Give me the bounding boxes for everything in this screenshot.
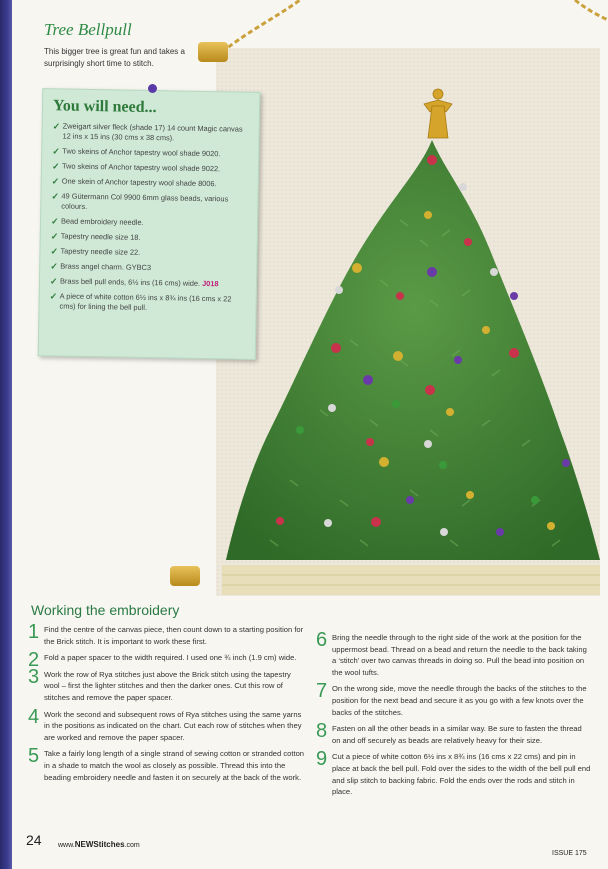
step-item: 5 Take a fairly long length of a single strand of sewing cotton or stranded cotton in a shade to match the wool as closely as possible. Thread this into the beading embroidery needle and fasten it on securely at the back of the work. (28, 745, 305, 782)
step-item: 4 Work the second and subsequent rows of Rya stitches using the same yarns in the positions as indicated on the chart. Cut each row of stitches when they are worked and remove the paper spacer. (28, 705, 302, 742)
checkmark-icon: ✓ (49, 276, 58, 287)
list-item: ✓ Tapestry needle size 22. (50, 246, 141, 257)
list-item: ✓ One skein of Anchor tapestry wool shade 8006. (51, 176, 217, 189)
checkmark-icon: ✓ (50, 261, 58, 272)
section-heading: Working the embroidery (31, 602, 180, 618)
list-item: ✓ Two skeins of Anchor tapestry wool shade 9022. (51, 161, 221, 174)
page-title: Tree Bellpull (44, 20, 132, 39)
list-item: ✓ Zweigart silver fleck (shade 17) 14 count Magic canvas 12 ins x 15 ins (30 cms x 38 cms). (52, 121, 243, 143)
list-item: ✓ 49 Gütermann Col 9900 6mm glass beads, various colours. (51, 191, 229, 211)
list-item: ✓ Brass bell pull ends, 6½ ins (16 cms) wide. J018 (49, 276, 219, 289)
list-item: ✓ A piece of white cotton 6½ ins x 8¾ ins (16 cms x 22 cms) for lining the bell pull. (49, 291, 232, 312)
step-item: 1 Find the centre of the canvas piece, then count down to a starting position for the Brick stitch. It is important to work these first. (28, 621, 304, 646)
list-item: ✓ Tapestry needle size 18. (50, 231, 141, 242)
steps-column-left (28, 621, 308, 788)
checkmark-icon: ✓ (50, 246, 59, 257)
materials-box (38, 88, 261, 360)
checkmark-icon: ✓ (49, 291, 58, 302)
checkmark-icon: ✓ (51, 161, 60, 172)
materials-title: You will need... (52, 97, 157, 117)
list-item: ✓ Brass angel charm. GYBC3 (50, 261, 152, 273)
step-item: 7 On the wrong side, move the needle through the backs of the stitches to the position for the next bead and secure it as you go with a few knots over the backs of the stitches. (316, 680, 587, 717)
steps-column-right (316, 629, 592, 803)
brass-rod-top (198, 42, 228, 62)
step-item: 6 Bring the needle through to the right side of the work at the position for the uppermost bead. Thread on a bead and return the needle to the back taking a ‘stitch’ over two canvas threads in doing so. Pull the bead into position on the wool tufts. (316, 629, 587, 677)
product-code: J018 (202, 278, 219, 289)
checkmark-icon: ✓ (52, 121, 61, 132)
website-link[interactable]: www.NEWStitches.com (58, 840, 140, 849)
checkmark-icon: ✓ (50, 216, 59, 227)
step-item: 9 Cut a piece of white cotton 6½ ins x 8¾ ins (16 cms x 22 cms) and pin in place at back the bell pull. Fold over the sides to the width of the bell pull end and slip stitch to backing fabric. Fold the ends over the rods and stitch in place. (316, 748, 591, 797)
step-item: 8 Fasten on all the other beads in a similar way. Be sure to fasten the thread on and off securely as beads are relatively heavy for their size. (316, 720, 582, 745)
checkmark-icon: ✓ (50, 231, 59, 242)
step-item: 2 Fold a paper spacer to the width required. I used one ¾ inch (1.9 cm) wide. (28, 649, 297, 672)
list-item: ✓ Two skeins of Anchor tapestry wool shade 9020. (52, 146, 221, 159)
checkmark-icon: ✓ (51, 191, 60, 202)
pushpin-icon (148, 84, 157, 93)
issue-number: ISSUE 175 (552, 850, 587, 857)
checkmark-icon: ✓ (51, 176, 60, 187)
step-item: 3 Work the row of Rya stitches just above the Brick stitch using the tapestry wool – first the lighter stitches and then the darker ones. Cut this row of stitches and remove the paper spacer. (28, 665, 291, 702)
intro-text: This bigger tree is great fun and takes a surprisingly short time to stitch. (44, 47, 185, 68)
page-number: 24 (26, 832, 42, 848)
materials-list (49, 121, 250, 314)
list-item: ✓ Bead embroidery needle. (50, 216, 144, 227)
checkmark-icon: ✓ (52, 146, 60, 157)
brass-rod-bottom (170, 566, 200, 586)
